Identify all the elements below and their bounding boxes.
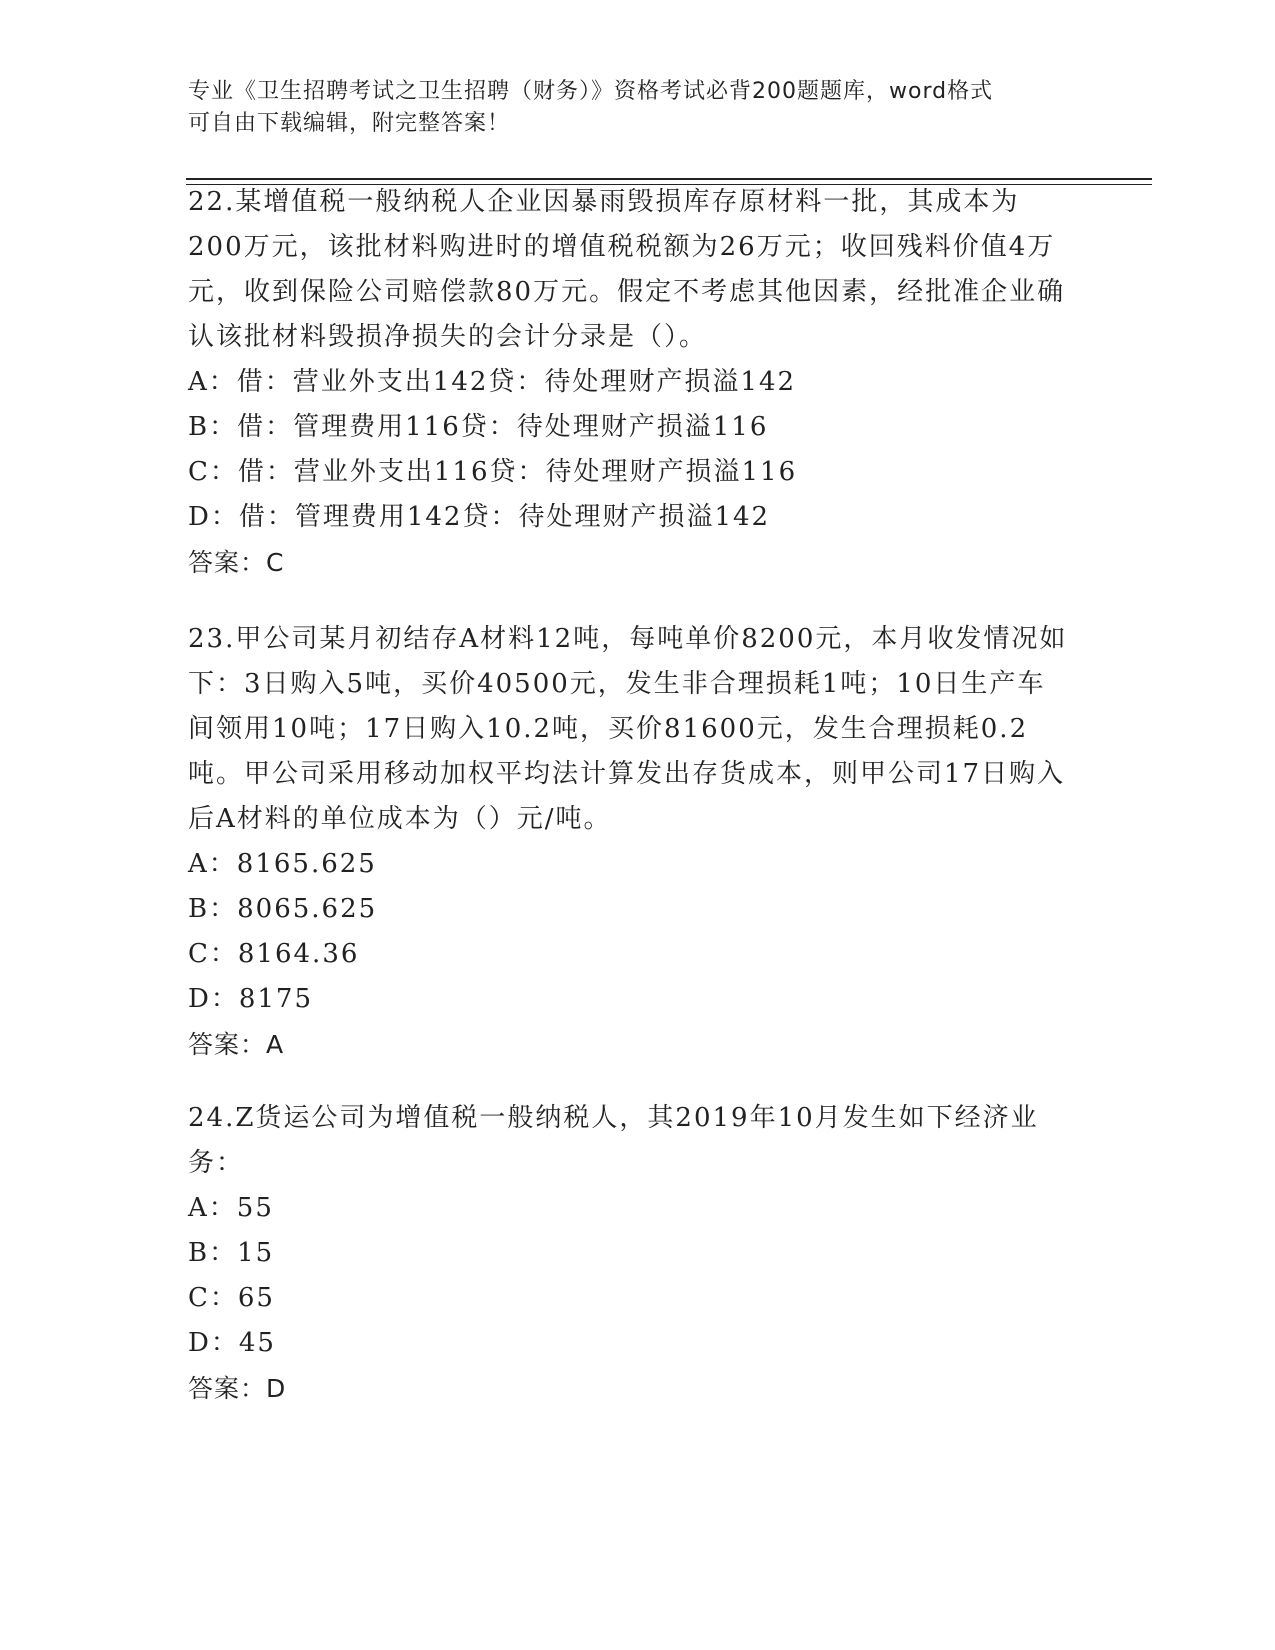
option-c: C：8164.36 <box>188 939 360 969</box>
option-d: D：借：管理费用142贷：待处理财产损溢142 <box>188 502 771 532</box>
question-stem: 24.Z货运公司为增值税一般纳税人，其2019年10月发生如下经济业务： <box>188 1103 1039 1178</box>
header-line-2: 可自由下载编辑，附完整答案！ <box>188 111 511 136</box>
answer: 答案：A <box>188 1030 285 1059</box>
question-22 <box>188 180 1068 585</box>
option-c: C：借：营业外支出116贷：待处理财产损溢116 <box>188 457 798 487</box>
option-b: B：8065.625 <box>188 894 378 924</box>
option-b: B：借：管理费用116贷：待处理财产损溢116 <box>188 412 769 442</box>
option-a: A：借：营业外支出142贷：待处理财产损溢142 <box>188 367 797 397</box>
question-stem: 23.甲公司某月初结存A材料12吨，每吨单价8200元，本月收发情况如下：3日购入5吨，买价40500元，发生非合理损耗1吨；10日生产车间领用10吨；17日购入10.2吨，买价81600元，发生合理损耗0.2吨。甲公司采用移动加权平均法计算发出存货成本，则甲公司17日购入后A材料的单位成本为（）元/吨。 <box>188 624 1068 834</box>
answer: 答案：D <box>188 1374 287 1403</box>
option-a: A：55 <box>188 1193 274 1223</box>
question-24 <box>188 1096 1068 1411</box>
question-23 <box>188 617 1068 1067</box>
option-c: C：65 <box>188 1283 275 1313</box>
question-stem: 22.某增值税一般纳税人企业因暴雨毁损库存原材料一批，其成本为200万元，该批材料购进时的增值税税额为26万元；收回残料价值4万元，收到保险公司赔偿款80万元。假定不考虑其他因素，经批准企业确认该批材料毁损净损失的会计分录是（）。 <box>188 187 1066 352</box>
document-header <box>188 76 1068 140</box>
option-b: B：15 <box>188 1238 275 1268</box>
header-line-1: 专业《卫生招聘考试之卫生招聘（财务）》资格考试必背200题题库，word格式 <box>188 79 994 104</box>
option-d: D：45 <box>188 1328 276 1358</box>
answer: 答案：C <box>188 548 285 577</box>
option-a: A：8165.625 <box>188 849 377 879</box>
option-d: D：8175 <box>188 984 314 1014</box>
